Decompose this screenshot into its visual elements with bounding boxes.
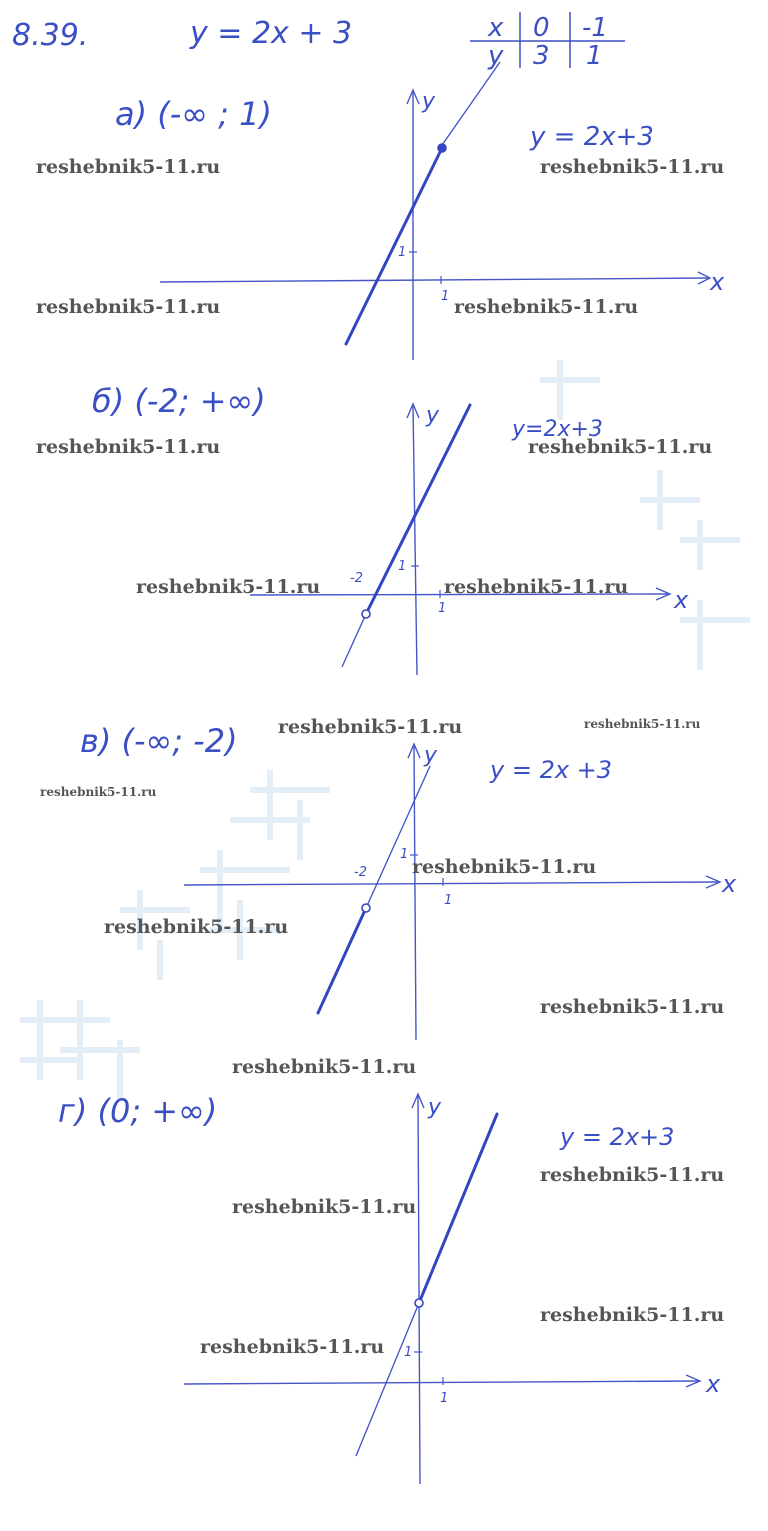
graph-d-equation: y = 2x+3	[560, 1123, 675, 1151]
graph-d-interval-ray	[419, 1114, 497, 1303]
graph-c-y-axis	[414, 746, 416, 1040]
table-cell-x1: 0	[533, 13, 550, 43]
graph-a-equation: y = 2x+3	[530, 122, 654, 152]
watermark: reshebnik5-11.ru	[412, 856, 597, 878]
watermark: reshebnik5-11.ru	[136, 576, 321, 598]
graph-c-equation: y = 2x +3	[490, 756, 613, 784]
graph-b-y-axis	[413, 406, 417, 675]
value-table	[470, 12, 625, 71]
graph-d-heading: г) (0; +∞)	[58, 1092, 218, 1130]
graph-b-endpoint	[362, 610, 370, 618]
graph-d-endpoint	[415, 1299, 423, 1307]
problem-equation: y = 2x + 3	[190, 16, 353, 51]
graph-c-x-axis	[184, 882, 718, 885]
graph-b-heading: б) (-2; +∞)	[92, 382, 266, 420]
watermark: reshebnik5-11.ru	[232, 1056, 417, 1078]
watermark: reshebnik5-11.ru	[444, 576, 629, 598]
watermark: reshebnik5-11.ru	[540, 1164, 725, 1186]
graph-a-endpoint	[438, 144, 446, 152]
watermark: reshebnik5-11.ru	[104, 916, 289, 938]
watermark: reshebnik5-11.ru	[40, 785, 157, 799]
graph-c-tick-neg: -2	[354, 865, 367, 880]
graph-b-tick-neg: -2	[350, 571, 363, 586]
graph-d-x-label: x	[706, 1370, 721, 1398]
graph-c-x-label: x	[722, 870, 737, 898]
problem-number: 8.39.	[12, 18, 89, 53]
watermark: reshebnik5-11.ru	[540, 1304, 725, 1326]
graph-b-y-label: y	[426, 403, 440, 428]
graph-a-tick-y: 1	[398, 245, 407, 260]
graph-c-interval-ray	[318, 908, 366, 1013]
graph-b-x-label: x	[674, 586, 689, 614]
table-cell-y2: 1	[586, 41, 603, 71]
graph-c-tick-y: 1	[400, 847, 409, 862]
watermark: reshebnik5-11.ru	[540, 996, 725, 1018]
watermark: reshebnik5-11.ru	[454, 296, 639, 318]
graph-d	[58, 1092, 721, 1484]
graph-b-line-extension	[342, 614, 366, 667]
graph-a-heading: а) (-∞ ; 1)	[115, 95, 272, 133]
table-cell-y1: 3	[533, 41, 550, 71]
graph-a-x-label: x	[710, 268, 725, 296]
graph-a-interval-ray	[346, 148, 442, 344]
graph-c	[80, 722, 737, 1040]
graph-d-tick-y: 1	[404, 1345, 413, 1360]
watermark: reshebnik5-11.ru	[528, 436, 713, 458]
graph-d-y-axis	[418, 1096, 420, 1484]
watermark: reshebnik5-11.ru	[584, 717, 701, 731]
graph-d-y-label: y	[428, 1095, 442, 1120]
watermark: reshebnik5-11.ru	[200, 1336, 385, 1358]
problem-header	[12, 12, 625, 71]
watermark: reshebnik5-11.ru	[36, 436, 221, 458]
watermark: reshebnik5-11.ru	[36, 296, 221, 318]
graph-d-x-axis	[184, 1381, 698, 1384]
graph-c-line-extension	[366, 766, 430, 908]
graph-d-tick-x: 1	[440, 1391, 449, 1406]
graph-b-tick-x: 1	[438, 601, 447, 616]
graph-c-y-label: y	[424, 743, 438, 768]
graph-c-endpoint	[362, 904, 370, 912]
watermark: reshebnik5-11.ru	[278, 716, 463, 738]
graph-b-equation: y=2x+3	[512, 417, 603, 442]
table-cell-x2: -1	[582, 13, 608, 43]
graph-a-y-label: y	[422, 89, 436, 114]
graph-d-line-extension	[356, 1303, 419, 1456]
watermark: reshebnik5-11.ru	[540, 156, 725, 178]
graph-a-line-extension	[440, 62, 500, 148]
watermark: reshebnik5-11.ru	[232, 1196, 417, 1218]
table-header-x: x	[488, 13, 504, 43]
graph-a-x-axis	[160, 278, 708, 282]
graph-b-tick-y: 1	[398, 559, 407, 574]
graph-c-heading: в) (-∞; -2)	[80, 722, 238, 760]
table-header-y: y	[488, 41, 504, 71]
graph-b	[92, 382, 689, 675]
graph-c-tick-x: 1	[444, 893, 453, 908]
graph-a-tick-x: 1	[441, 289, 450, 304]
watermark: reshebnik5-11.ru	[36, 156, 221, 178]
